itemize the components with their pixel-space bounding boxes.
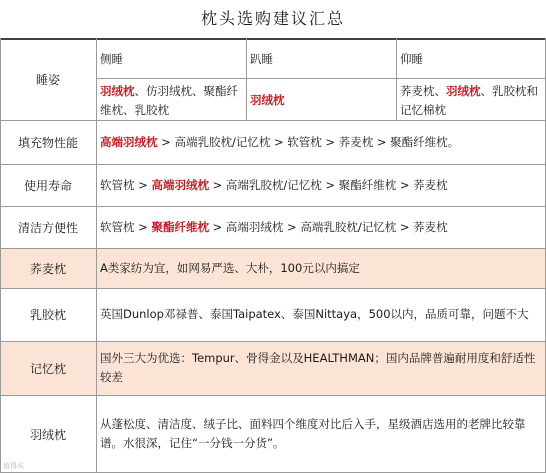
page-title: 枕头选购建议汇总 bbox=[200, 8, 345, 28]
table-top-border bbox=[0, 38, 546, 40]
watermark: 值得买 bbox=[3, 462, 24, 470]
stomach-sleep-recommendation: 羽绒枕 bbox=[250, 92, 285, 107]
label-cleaning: 清洁方便性 bbox=[17, 220, 78, 235]
memory-advice: 国外三大为优选：Tempur、骨得金以及HEALTHMAN；国内品牌普遍耐用度和舒适性较差 bbox=[100, 351, 536, 384]
down-advice: 从蓬松度、清洁度、绒子比、面料四个维度对比后入手，星级酒店选用的老牌比较靠谱。水很深，记住“一分钱一分货”。 bbox=[100, 417, 526, 450]
row-divider bbox=[0, 248, 546, 249]
cleaning-ranking: 软管枕 > 聚酯纤维枕 > 高端羽绒枕 > 高端乳胶枕/记忆枕 > 荞麦枕 bbox=[100, 219, 448, 234]
row-divider bbox=[0, 206, 546, 207]
side-sleep-recommendation: 羽绒枕、仿羽绒枕、聚酯纤维枕、乳胶枕 bbox=[100, 84, 238, 117]
label-down: 羽绒枕 bbox=[29, 427, 66, 442]
label-sleep-posture: 睡姿 bbox=[35, 72, 60, 87]
lifespan-ranking: 软管枕 > 高端羽绒枕 > 高端乳胶枕/记忆枕 > 聚酯纤维枕 > 荞麦枕 bbox=[100, 177, 448, 192]
row-divider bbox=[0, 395, 546, 396]
row-divider bbox=[0, 288, 546, 289]
label-buckwheat: 荞麦枕 bbox=[29, 261, 66, 276]
column-divider bbox=[96, 38, 97, 473]
fill-performance-ranking: 高端羽绒枕 > 高端乳胶枕/记忆枕 > 软管枕 > 荞麦枕 > 聚酯纤维枕。 bbox=[100, 134, 460, 149]
buckwheat-advice: A类家纺为宜，如网易严选、大朴，100元以内搞定 bbox=[100, 260, 360, 275]
label-lifespan: 使用寿命 bbox=[23, 178, 72, 193]
label-latex: 乳胶枕 bbox=[29, 308, 66, 322]
header-back-sleep: 仰睡 bbox=[400, 51, 423, 66]
header-side-sleep: 侧睡 bbox=[100, 51, 123, 66]
row-divider bbox=[0, 164, 546, 165]
label-fill-performance: 填充物性能 bbox=[17, 135, 78, 150]
table-left-border bbox=[0, 38, 1, 473]
row-divider bbox=[0, 341, 546, 342]
header-stomach-sleep: 趴睡 bbox=[250, 51, 273, 66]
latex-advice: 英国Dunlop邓禄普、泰国Taipatex、泰国Nittaya，500以内，品质可靠，问题不大 bbox=[100, 307, 529, 321]
column-divider bbox=[246, 38, 247, 120]
column-divider bbox=[396, 38, 397, 120]
row-divider bbox=[96, 78, 546, 79]
row-divider bbox=[0, 120, 546, 121]
back-sleep-recommendation: 荞麦枕、羽绒枕、乳胶枕和记忆棉枕 bbox=[400, 84, 538, 117]
label-memory: 记忆枕 bbox=[29, 361, 66, 376]
